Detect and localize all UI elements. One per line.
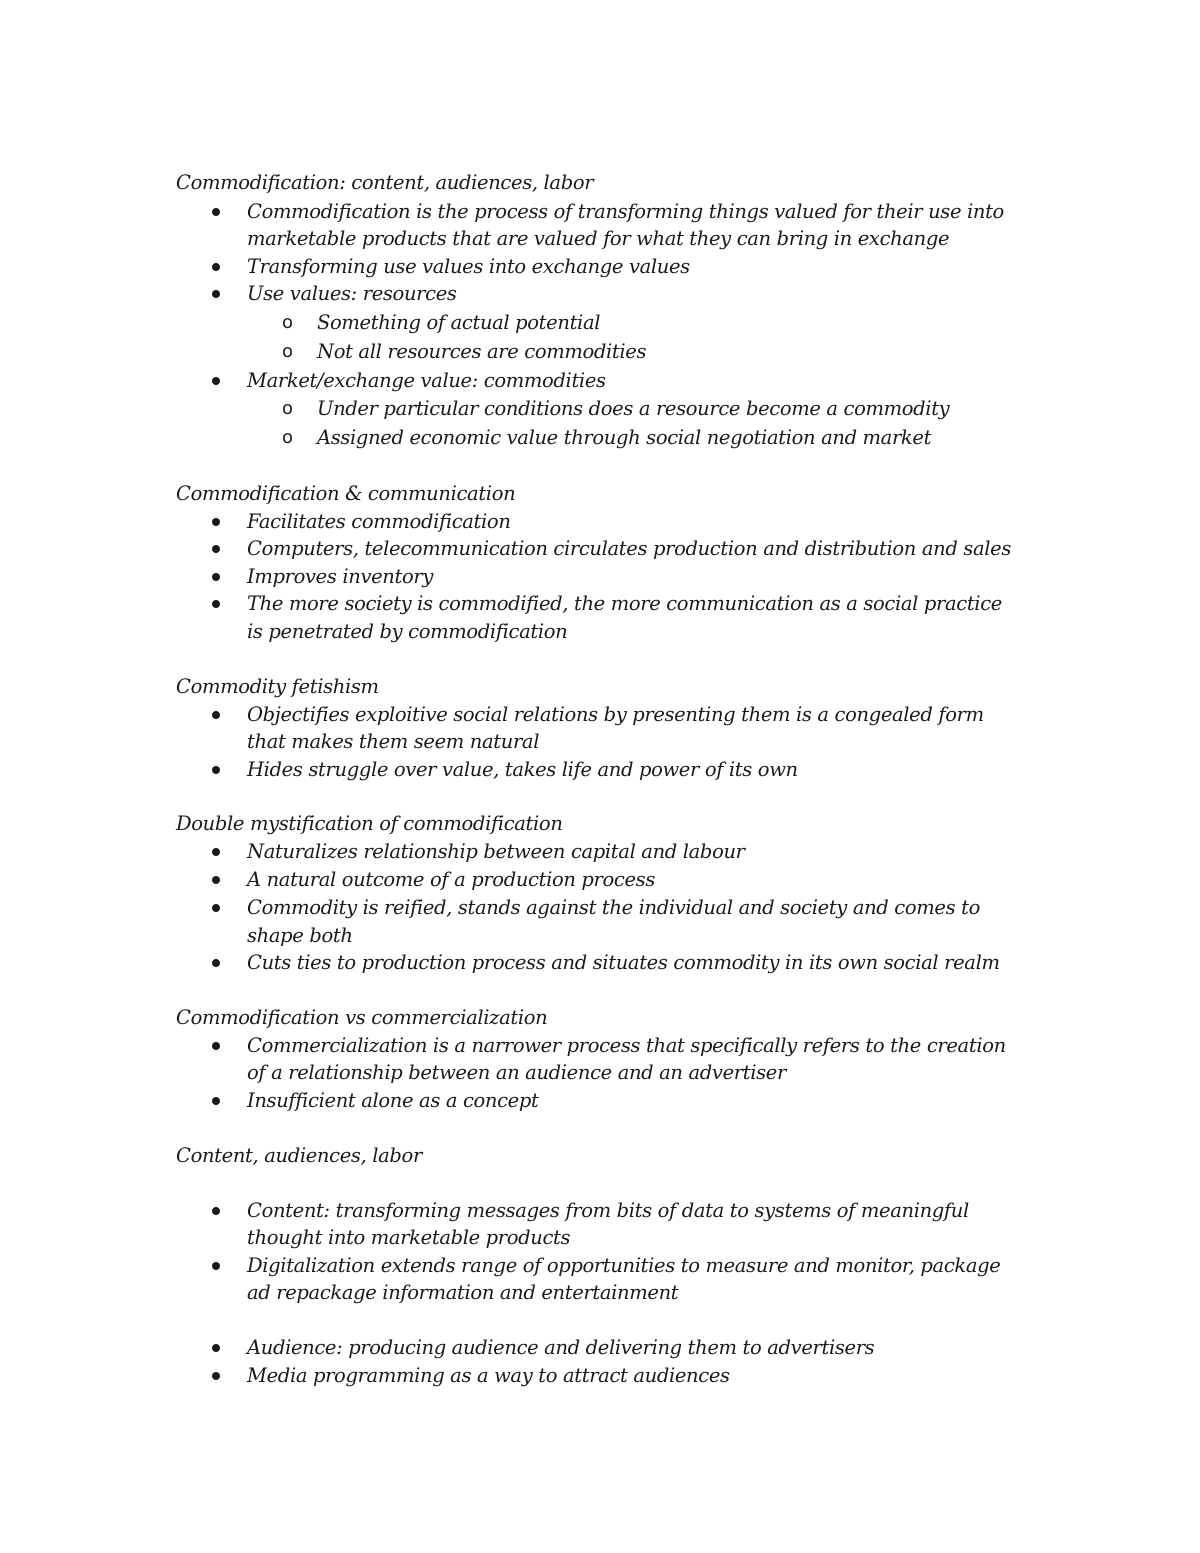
bullet-icon: [212, 959, 220, 967]
list-item-text: Transforming use values into exchange values: [247, 255, 690, 278]
section-heading: Content, audiences, labor: [176, 1144, 422, 1167]
list-item-text: Use values: resources: [247, 282, 457, 305]
sub-item-text: Something of actual potential: [317, 311, 601, 334]
bullet-icon: [212, 290, 220, 298]
bullet-icon: [212, 545, 220, 553]
sub-item-text: Not all resources are commodities: [317, 340, 647, 363]
section-heading: Double mystification of commodification: [176, 812, 563, 835]
bullet-icon: [212, 1262, 220, 1270]
list-item-text: Digitalization extends range of opportunities to measure and monitor, package: [247, 1254, 1001, 1277]
bullet-icon: [212, 518, 220, 526]
list-item-text: Audience: producing audience and delivering them to advertisers: [247, 1336, 875, 1359]
list-item-text: Computers, telecommunication circulates production and distribution and sales: [247, 537, 1011, 560]
bullet-icon: [212, 600, 220, 608]
list-item-text: Facilitates commodification: [247, 510, 511, 533]
list-item-text: ad repackage information and entertainment: [247, 1281, 679, 1304]
bullet-icon: [212, 1207, 220, 1215]
list-item-text: Content: transforming messages from bits of data to systems of meaningful: [247, 1199, 969, 1222]
bullet-icon: [212, 848, 220, 856]
list-item-text: marketable products that are valued for what they can bring in exchange: [247, 227, 950, 250]
bullet-icon: [212, 263, 220, 271]
list-item-text: Hides struggle over value, takes life and power of its own: [247, 758, 798, 781]
list-item-text: A natural outcome of a production process: [247, 868, 655, 891]
list-item-text: Objectifies exploitive social relations by presenting them is a congealed form: [247, 703, 984, 726]
bullet-icon: [212, 1372, 220, 1380]
sub-bullet-icon: o: [282, 341, 293, 362]
list-item-text: Market/exchange value: commodities: [247, 369, 606, 392]
sub-bullet-icon: o: [282, 427, 293, 448]
section-heading: Commodification & communication: [176, 482, 516, 505]
list-item-text: shape both: [247, 924, 353, 947]
bullet-icon: [212, 904, 220, 912]
list-item-text: Commodity is reified, stands against the individual and society and comes to: [247, 896, 980, 919]
sub-bullet-icon: o: [282, 312, 293, 333]
section-heading: Commodity fetishism: [176, 675, 379, 698]
list-item-text: Improves inventory: [247, 565, 434, 588]
list-item-text: Cuts ties to production process and situates commodity in its own social realm: [247, 951, 1000, 974]
sub-item-text: Under particular conditions does a resource become a commodity: [317, 397, 950, 420]
list-item-text: that makes them seem natural: [247, 730, 540, 753]
list-item-text: thought into marketable products: [247, 1226, 571, 1249]
list-item-text: Commodification is the process of transforming things valued for their use into: [247, 200, 1004, 223]
bullet-icon: [212, 208, 220, 216]
bullet-icon: [212, 377, 220, 385]
sub-item-text: Assigned economic value through social negotiation and market: [317, 426, 932, 449]
sub-bullet-icon: o: [282, 398, 293, 419]
list-item-text: The more society is commodified, the more communication as a social practice: [247, 592, 1002, 615]
section-heading: Commodification vs commercialization: [176, 1006, 548, 1029]
bullet-icon: [212, 711, 220, 719]
bullet-icon: [212, 1344, 220, 1352]
bullet-icon: [212, 573, 220, 581]
bullet-icon: [212, 1042, 220, 1050]
list-item-text: Commercialization is a narrower process that specifically refers to the creation: [247, 1034, 1006, 1057]
bullet-icon: [212, 1097, 220, 1105]
list-item-text: of a relationship between an audience and an advertiser: [247, 1061, 786, 1084]
list-item-text: is penetrated by commodification: [247, 620, 568, 643]
list-item-text: Naturalizes relationship between capital and labour: [247, 840, 745, 863]
bullet-icon: [212, 876, 220, 884]
section-heading: Commodification: content, audiences, labor: [176, 171, 594, 194]
list-item-text: Insufficient alone as a concept: [247, 1089, 539, 1112]
bullet-icon: [212, 766, 220, 774]
list-item-text: Media programming as a way to attract audiences: [247, 1364, 730, 1387]
